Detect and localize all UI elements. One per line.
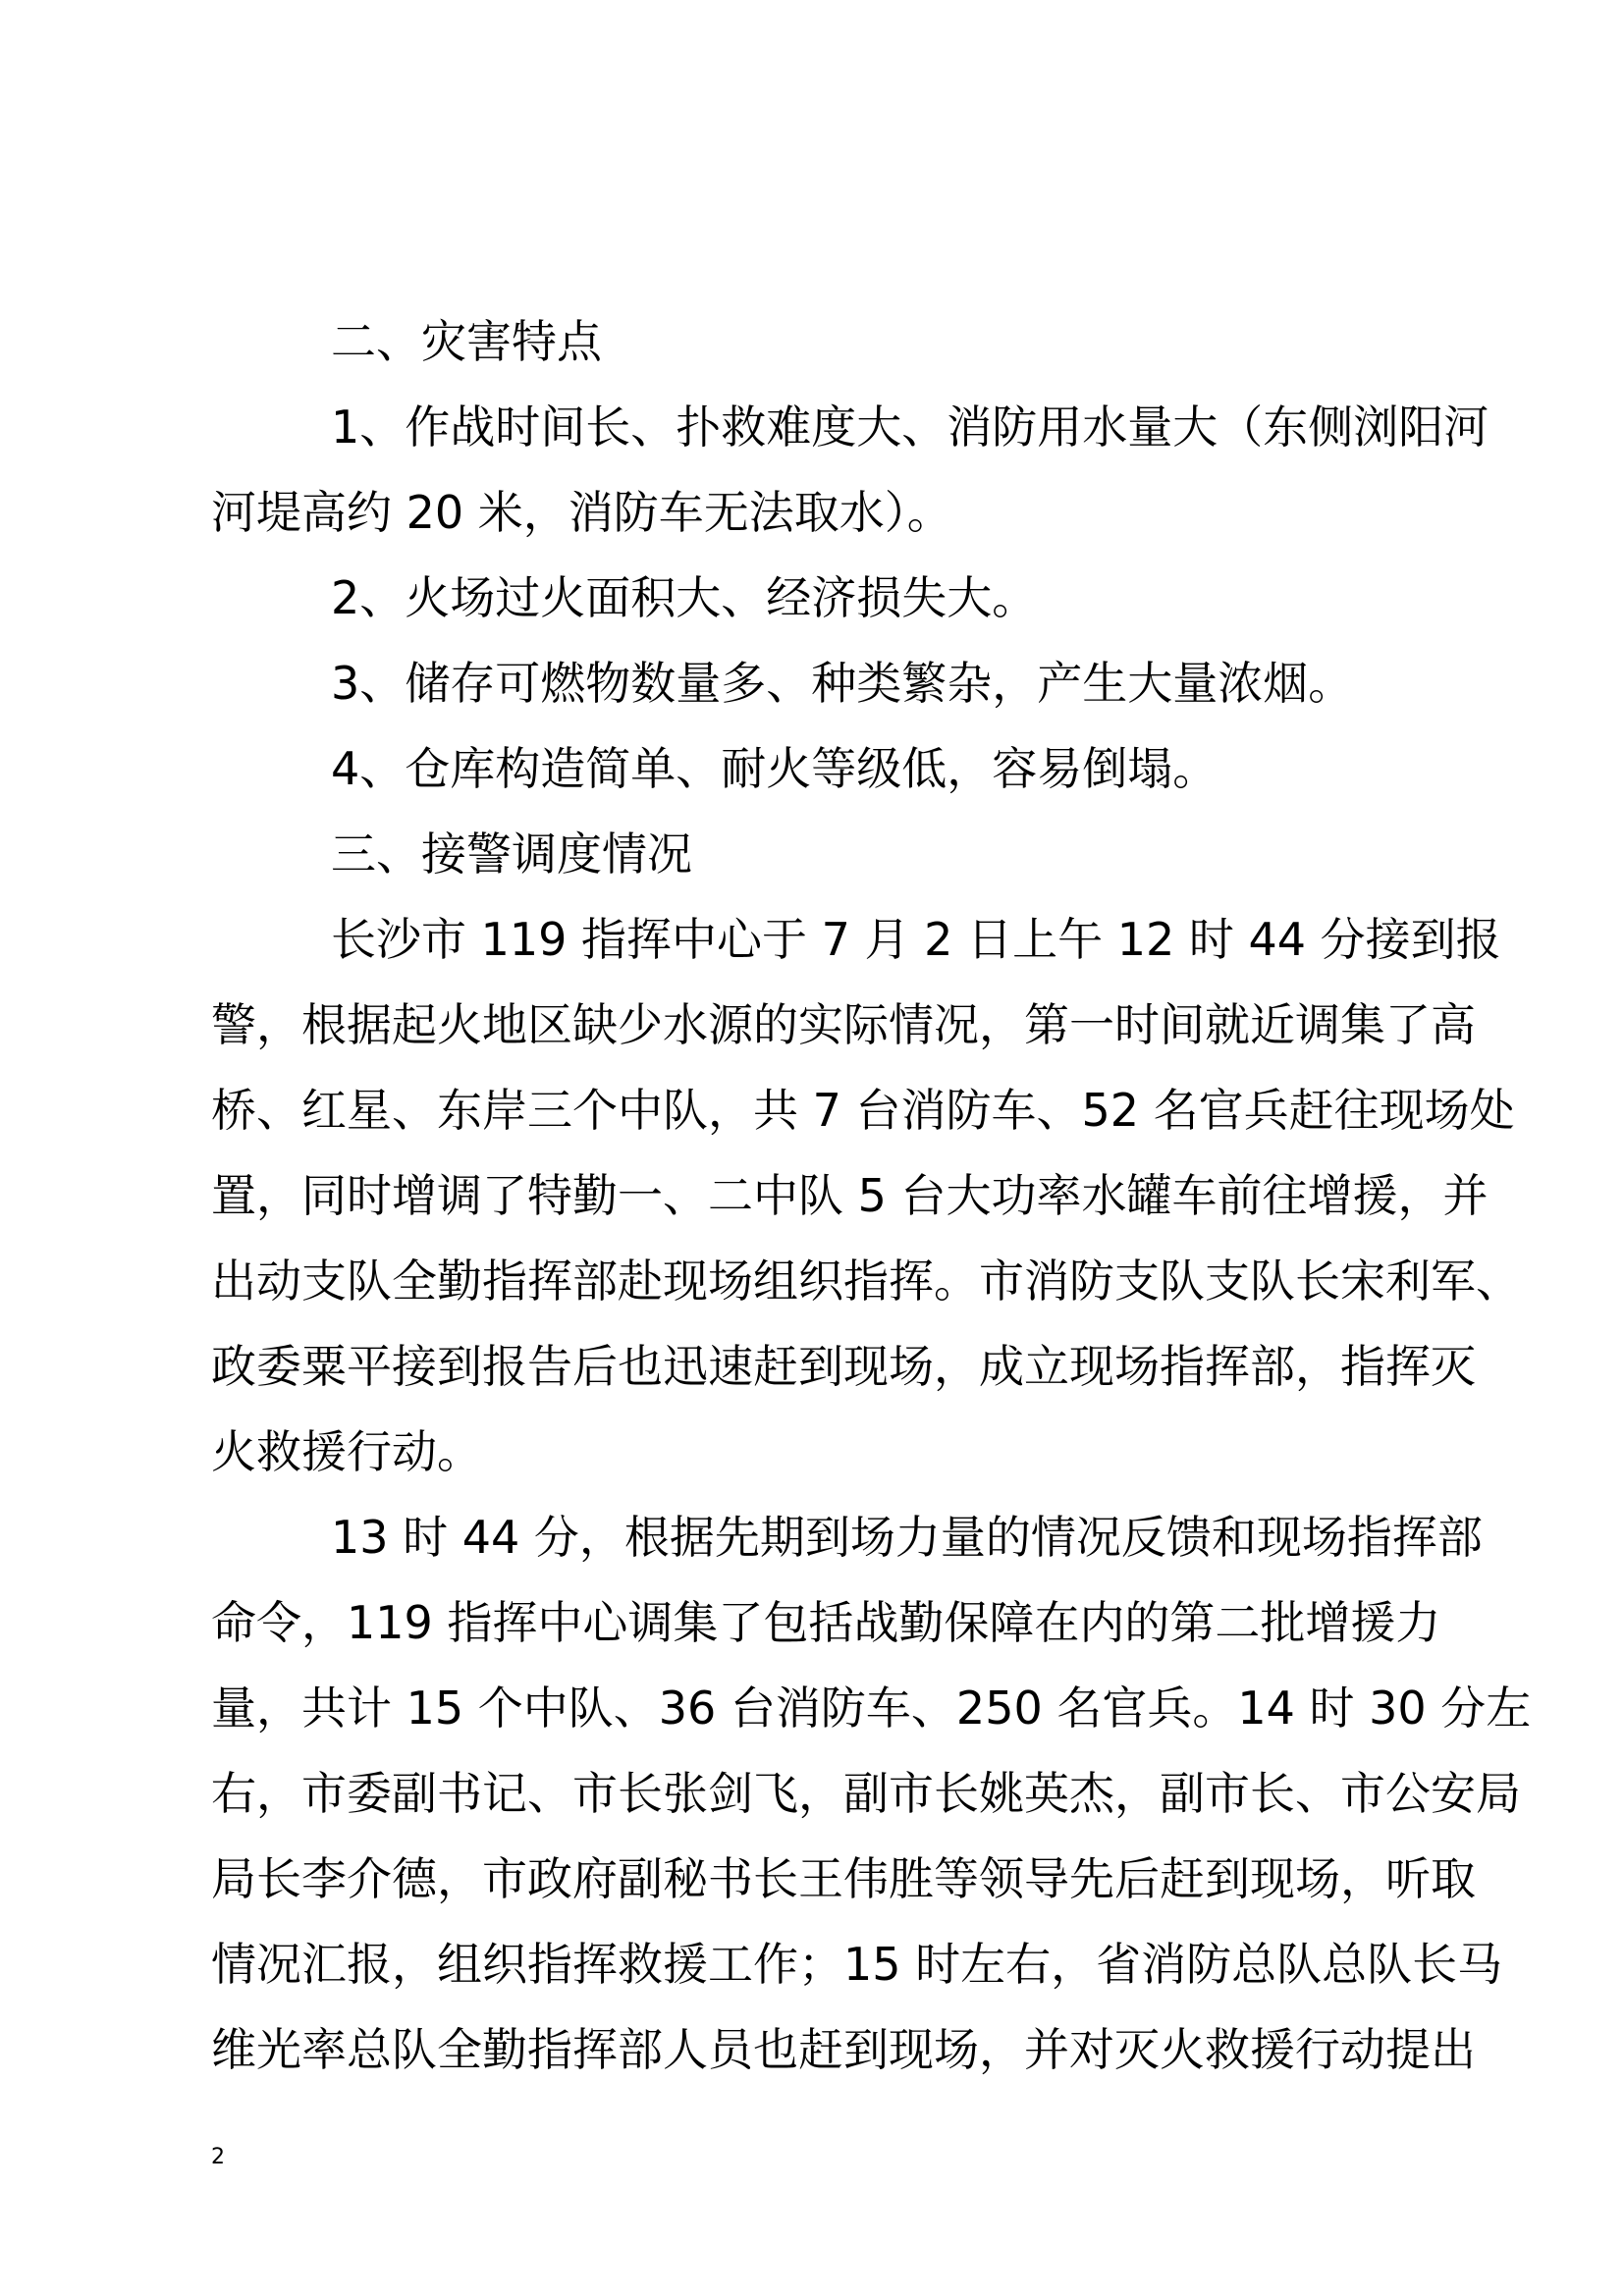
text-line: 出动支队全勤指挥部赴现场组织指挥。市消防支队支队长宋利军、 (211, 1255, 1521, 1308)
text-line: 警，根据起火地区缺少水源的实际情况，第一时间就近调集了高 (211, 998, 1476, 1051)
text-line: 量，共计 15 个中队、36 台消防车、250 名官兵。14 时 30 分左 (211, 1682, 1532, 1735)
text-line: 4、仓库构造简单、耐火等级低，容易倒塌。 (331, 742, 1218, 795)
text-line: 火救援行动。 (211, 1425, 482, 1478)
text-line: 命令，119 指挥中心调集了包括战勤保障在内的第二批增援力 (211, 1596, 1441, 1649)
body-text (211, 299, 1532, 2093)
text-line: 置，同时增调了特勤一、二中队 5 台大功率水罐车前往增援，并 (211, 1169, 1489, 1222)
text-line: 桥、红星、东岸三个中队，共 7 台消防车、52 名官兵赶往现场处 (211, 1084, 1515, 1137)
section-heading (211, 812, 1421, 897)
text-line: 右，市委副书记、市长张剑飞，副市长姚英杰，副市长、市公安局 (211, 1767, 1521, 1820)
text-line: 维光率总队全勤指挥部人员也赶到现场，并对灭火救援行动提出 (211, 2023, 1476, 2076)
text-line: 政委粟平接到报告后也迅速赶到现场，成立现场指挥部，指挥灭 (211, 1340, 1476, 1393)
paragraph (211, 556, 1421, 641)
text-line: 13 时 44 分，根据先期到场力量的情况反馈和现场指挥部 (331, 1511, 1483, 1564)
text-line: 三、接警调度情况 (331, 828, 692, 881)
text-line: 河堤高约 20 米，消防车无法取水）。 (211, 486, 952, 539)
paragraph (211, 385, 1489, 556)
text-line: 二、灾害特点 (331, 315, 602, 368)
text-line: 1、作战时间长、扑救难度大、消防用水量大（东侧浏阳河 (331, 400, 1489, 454)
section-heading (211, 299, 1421, 385)
text-line: 3、储存可燃物数量多、种类繁杂，产生大量浓烟。 (331, 657, 1354, 710)
text-line: 情况汇报，组织指挥救援工作；15 时左右，省消防总队总队长马 (211, 1938, 1503, 1991)
text-line: 2、火场过火面积大、经济损失大。 (331, 571, 1038, 624)
page-number: 2 (211, 2145, 225, 2169)
paragraph (211, 641, 1421, 726)
paragraph (211, 1495, 1532, 2093)
paragraph (211, 726, 1421, 812)
text-line: 长沙市 119 指挥中心于 7 月 2 日上午 12 时 44 分接到报 (331, 913, 1501, 966)
paragraph (211, 897, 1521, 1495)
text-line: 局长李介德，市政府副秘书长王伟胜等领导先后赶到现场，听取 (211, 1852, 1476, 1905)
